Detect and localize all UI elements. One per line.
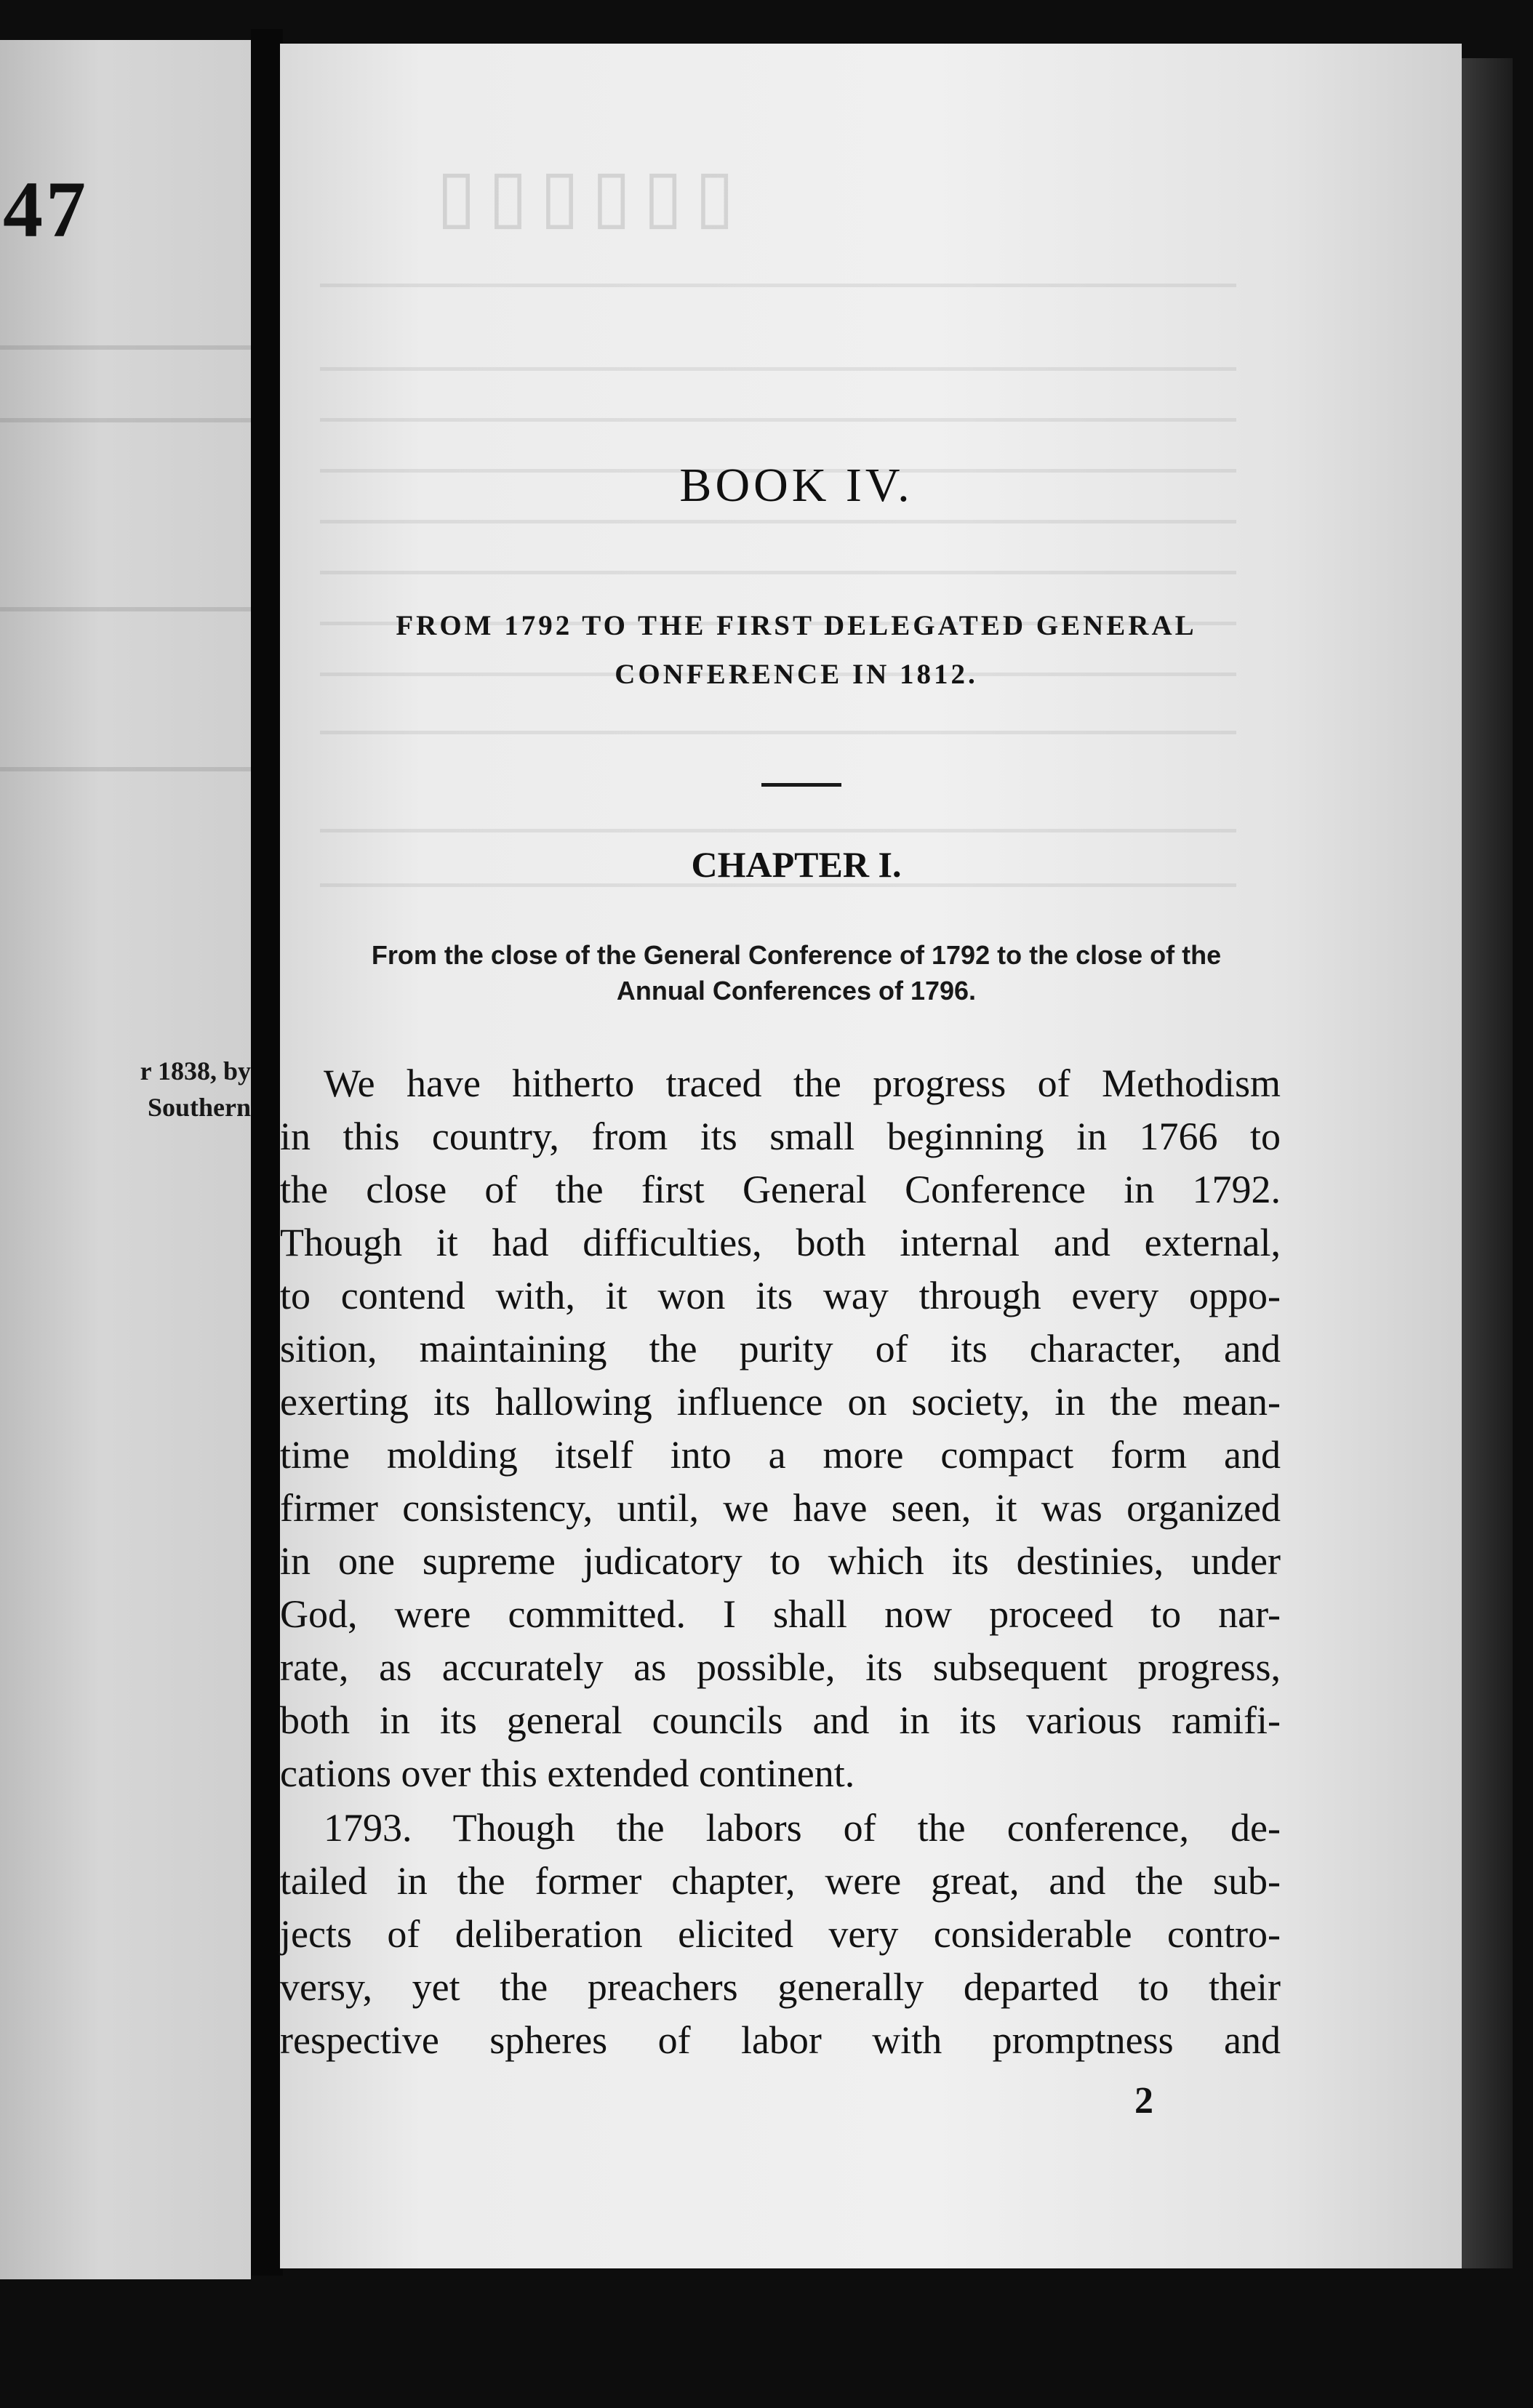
body-text-line: exerting its hallowing influence on society, in the mean- [280, 1380, 1281, 1424]
body-text-line: jects of deliberation elicited very considerable contro- [280, 1912, 1281, 1956]
subheading-line: FROM 1792 TO THE FIRST DELEGATED GENERAL [396, 610, 1197, 641]
book-gutter [251, 29, 283, 2276]
body-text-line: the close of the first General Conference in 1792. [280, 1168, 1281, 1211]
body-text-line: to contend with, it won its way through every oppo- [280, 1274, 1281, 1317]
chapter-heading: CHAPTER I. [691, 844, 902, 885]
bleed-through-line [320, 520, 1236, 523]
facing-page-fragment: Southern [147, 1093, 251, 1122]
bleed-through-line [320, 571, 1236, 574]
body-text-line: versy, yet the preachers generally departed to their [280, 1965, 1281, 2009]
bleed-through-line [0, 345, 251, 350]
bleed-through-line [320, 284, 1236, 287]
page-number: 2 [1134, 2080, 1153, 2122]
facing-page-number: 47 [3, 165, 89, 254]
bleed-through-line [320, 418, 1236, 422]
subheading-line: CONFERENCE IN 1812. [615, 659, 978, 690]
body-text-line: in one supreme judicatory to which its destinies, under [280, 1539, 1281, 1583]
body-text-line: rate, as accurately as possible, its subsequent progress, [280, 1645, 1281, 1689]
body-text-line: tailed in the former chapter, were great, and the sub- [280, 1859, 1281, 1903]
body-text-line: in this country, from its small beginning in 1766 to [280, 1115, 1281, 1158]
bleed-through-line [320, 829, 1236, 832]
bleed-through-line [320, 731, 1236, 734]
facing-page [0, 40, 251, 2279]
bleed-through-line [0, 418, 251, 422]
bleed-through-line [0, 767, 251, 771]
body-text-line: time molding itself into a more compact form and [280, 1433, 1281, 1477]
body-text-line: cations over this extended continent. [280, 1751, 855, 1795]
body-text-line: We have hitherto traced the progress of Methodism [324, 1061, 1281, 1105]
bleed-through-line [320, 367, 1236, 371]
body-text-line: sition, maintaining the purity of its character, and [280, 1327, 1281, 1370]
facing-page-fragment: r 1838, by [140, 1056, 251, 1085]
chapter-summary-line: Annual Conferences of 1796. [616, 976, 977, 1006]
section-divider [761, 783, 841, 787]
body-text-line: respective spheres of labor with promptness and [280, 2018, 1281, 2062]
body-text-line: firmer consistency, until, we have seen, it was organized [280, 1486, 1281, 1530]
chapter-summary-line: From the close of the General Conference of 1792 to the close of the [371, 940, 1222, 970]
body-text-line: God, were committed. I shall now proceed to nar- [280, 1592, 1281, 1636]
body-text-line: 1793. Though the labors of the conference, de- [324, 1806, 1281, 1850]
body-text-line: Though it had difficulties, both internal and external, [280, 1221, 1281, 1264]
bleed-through-line [0, 607, 251, 611]
book-heading: BOOK IV. [679, 459, 913, 512]
bleed-through-stamp: ▯▯▯▯▯▯ [436, 156, 747, 236]
body-text-line: both in its general councils and in its various ramifi- [280, 1698, 1281, 1742]
